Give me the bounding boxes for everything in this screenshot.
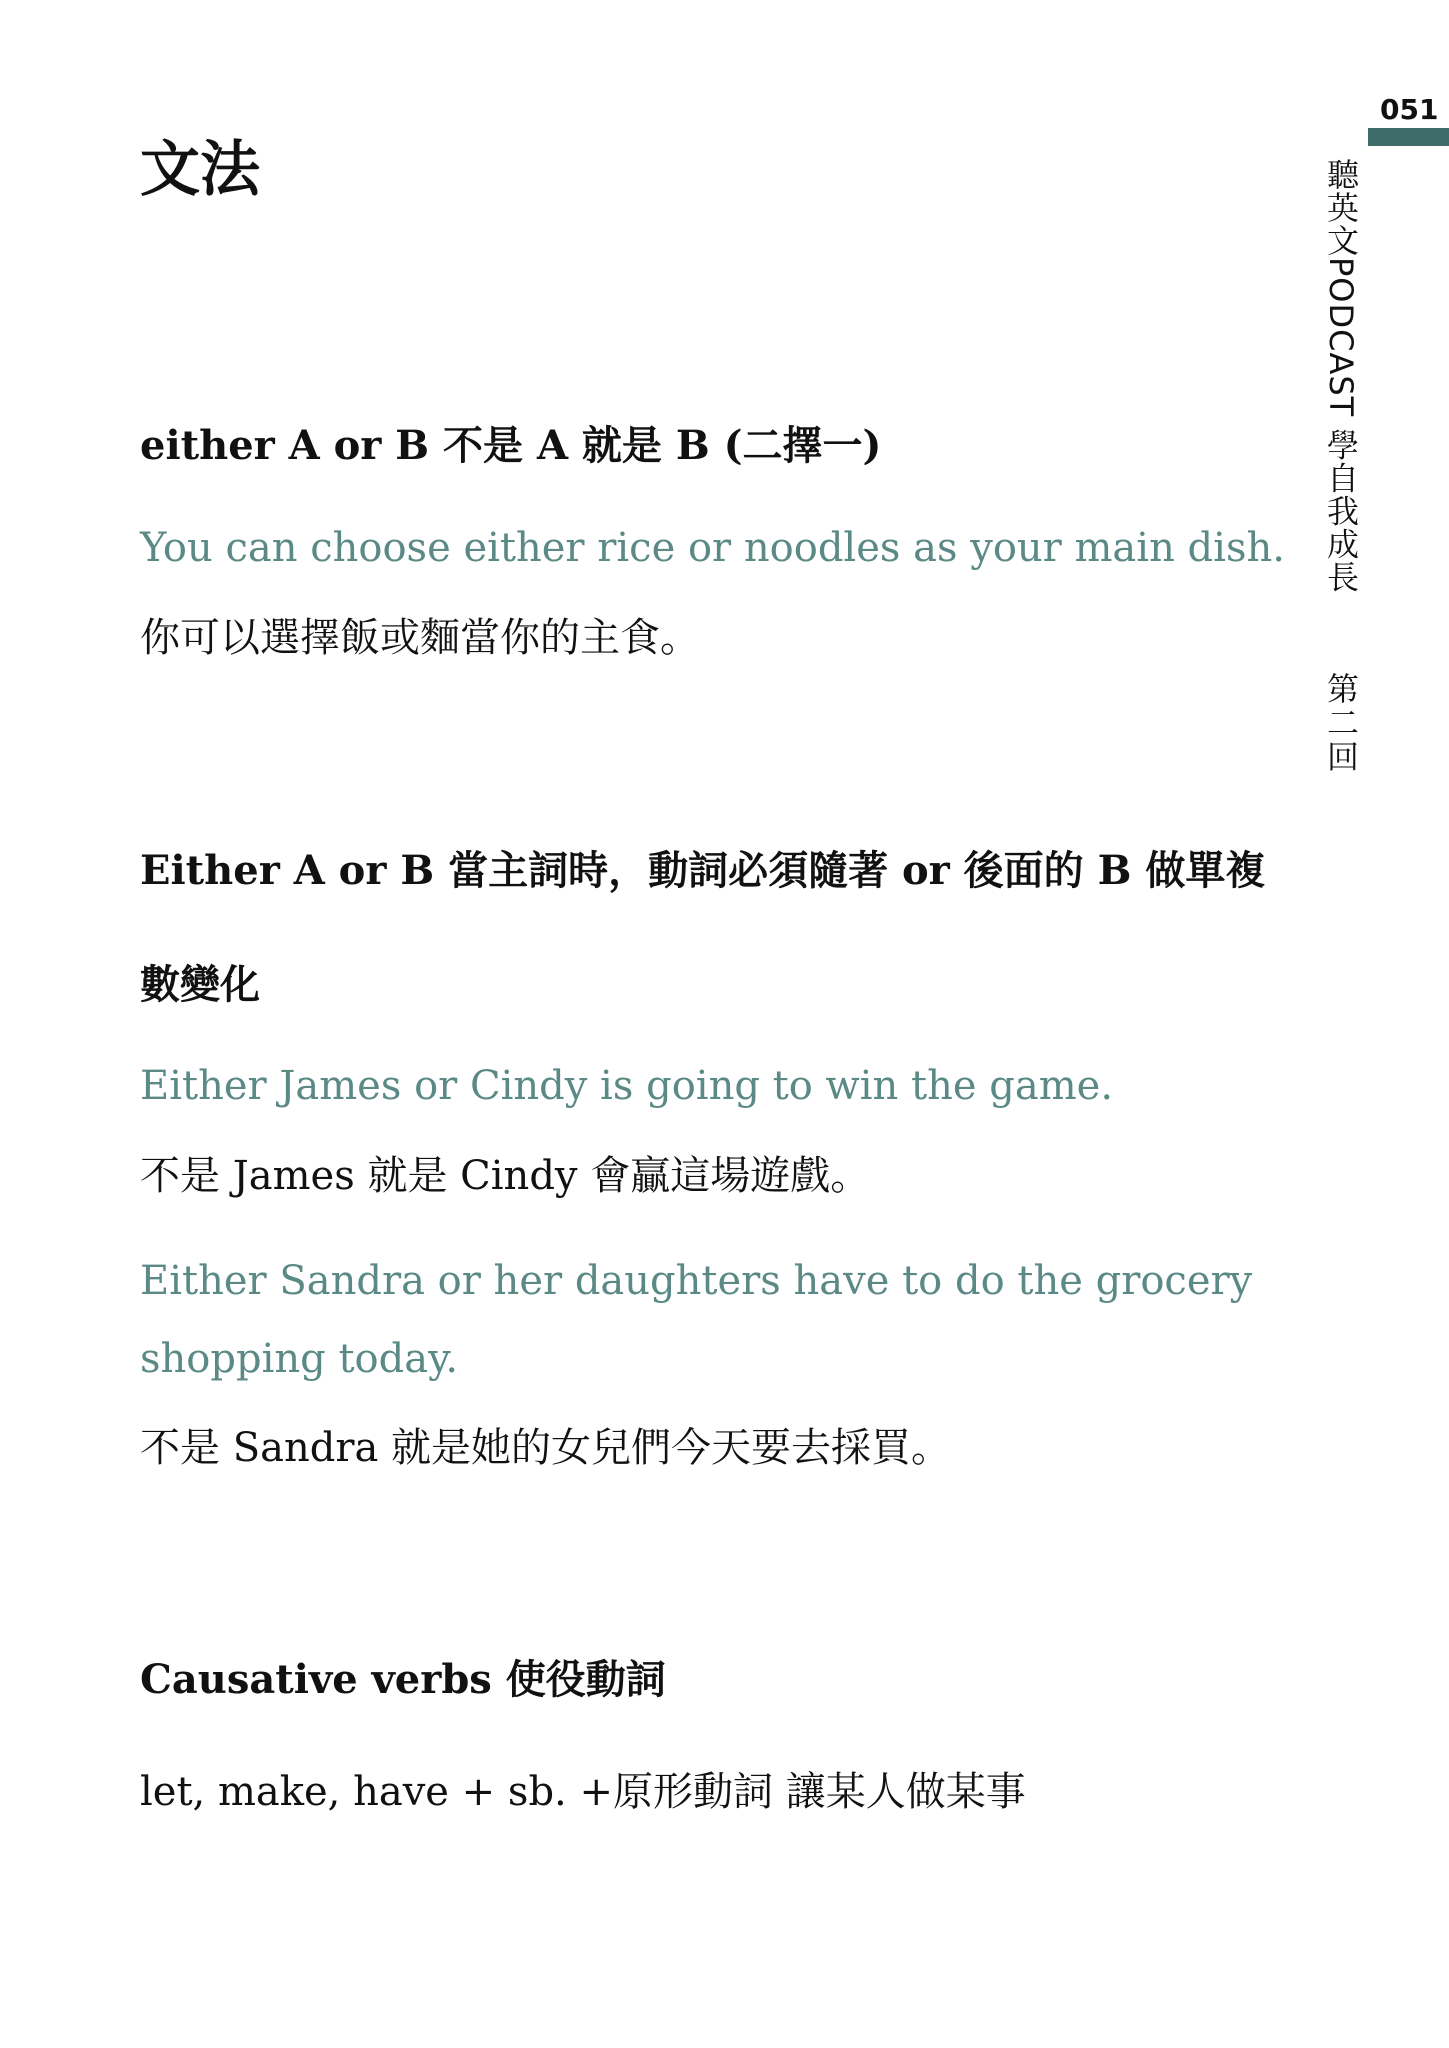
page-number: 051 xyxy=(1380,93,1439,126)
grammar-point-heading: Causative verbs 使役動詞 xyxy=(140,1656,666,1703)
example-sentence-chinese: 不是 Sandra 就是她的女兒們今天要去採買。 xyxy=(140,1425,952,1471)
grammar-point-heading: either A or B 不是 A 就是 B (二擇一) xyxy=(140,422,882,469)
grammar-pattern: let, make, have + sb. +原形動詞 讓某人做某事 xyxy=(140,1769,1026,1815)
side-book-title: 聽英文PODCAST 學自我成長 xyxy=(1322,158,1360,594)
grammar-point-heading: Either A or B 當主詞時，動詞必須隨著 or 後面的 B 做單複數變化 xyxy=(140,847,1266,1008)
example-sentence-english: Either Sandra or her daughters have to do the grocery shopping today. xyxy=(140,1258,1253,1382)
section-title: 文法 xyxy=(140,135,260,205)
example-sentence-chinese: 你可以選擇飯或麵當你的主食。 xyxy=(140,615,700,661)
example-sentence-chinese: 不是 James 就是 Cindy 會贏這場遊戲。 xyxy=(140,1153,871,1199)
page-tab-marker xyxy=(1368,128,1449,146)
side-episode-label: 第二回 xyxy=(1322,672,1360,774)
example-sentence-english: Either James or Cindy is going to win the game. xyxy=(140,1063,1114,1109)
example-sentence-english: You can choose either rice or noodles as your main dish. xyxy=(140,525,1285,571)
